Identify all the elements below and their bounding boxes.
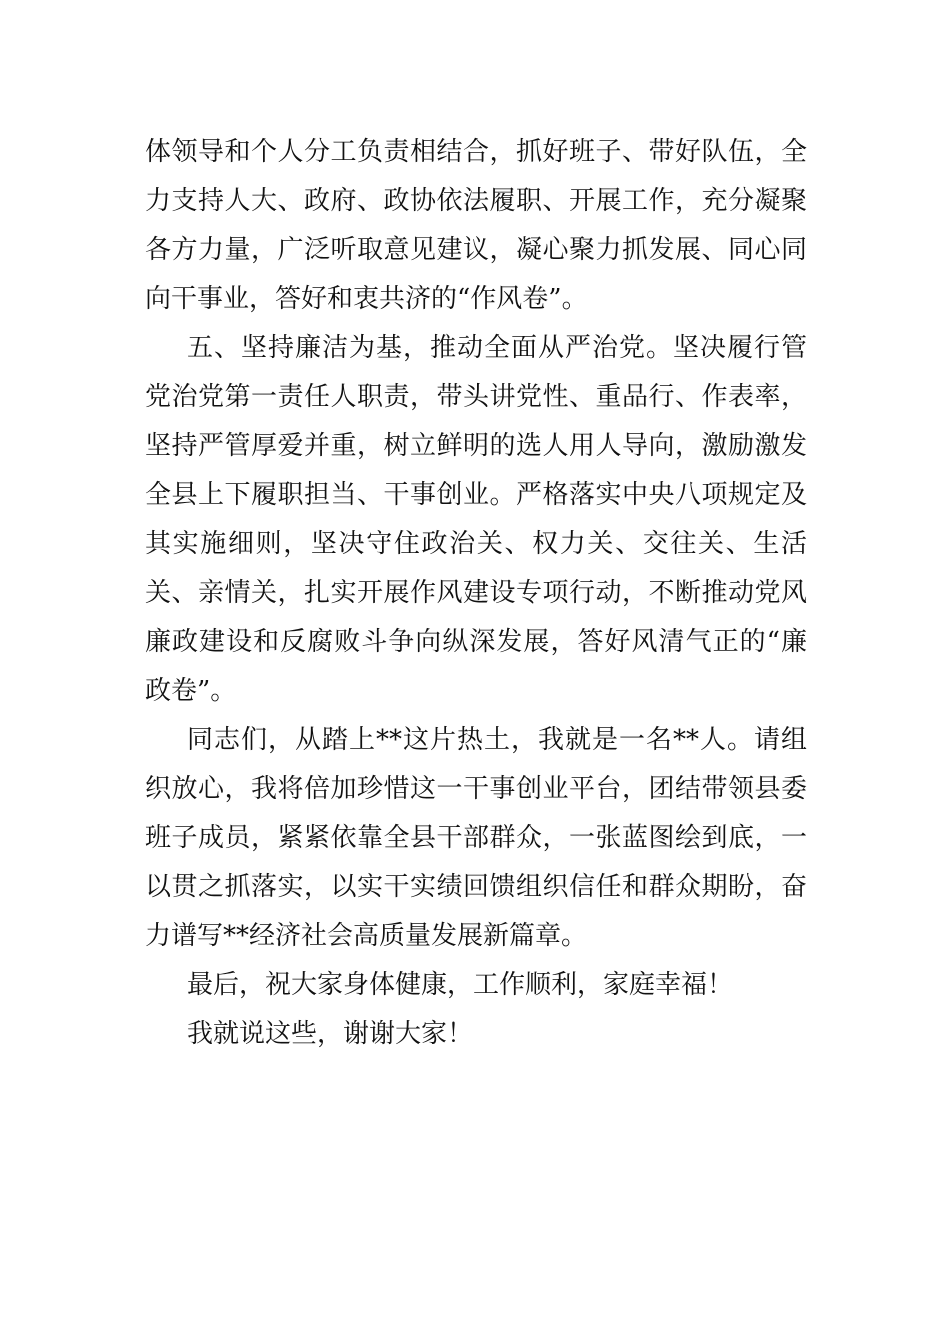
paragraph-wishes: 最后，祝大家身体健康，工作顺利，家庭幸福！: [187, 970, 734, 1000]
document-body: [145, 128, 807, 1059]
paragraph-closing: 我就说这些，谢谢大家！: [187, 1019, 474, 1049]
paragraph-continuation: 体领导和个人分工负责相结合，抓好班子、带好队伍，全力支持人大、政府、政协依法履职、开展工作，充分凝聚各方力量，广泛听取意见建议，凝心聚力抓发展、同心同向干事业，答好和衷共济的“作风卷”。: [145, 137, 807, 314]
paragraph-pledge: 同志们，从踏上**这片热土，我就是一名**人。请组织放心，我将倍加珍惜这一干事创业平台，团结带领县委班子成员，紧紧依靠全县干部群众，一张蓝图绘到底，一以贯之抓落实，以实干实绩回馈组织信任和群众期盼，奋力谱写**经济社会高质量发展新篇章。: [145, 725, 807, 951]
paragraph-section-five: 五、坚持廉洁为基，推动全面从严治党。坚决履行管党治党第一责任人职责，带头讲党性、重品行、作表率，坚持严管厚爱并重，树立鲜明的选人用人导向，激励激发全县上下履职担当、干事创业。严格落实中央八项规定及其实施细则，坚决守住政治关、权力关、交往关、生活关、亲情关，扎实开展作风建设专项行动，不断推动党风廉政建设和反腐败斗争向纵深发展，答好风清气正的“廉政卷”。: [145, 333, 807, 706]
